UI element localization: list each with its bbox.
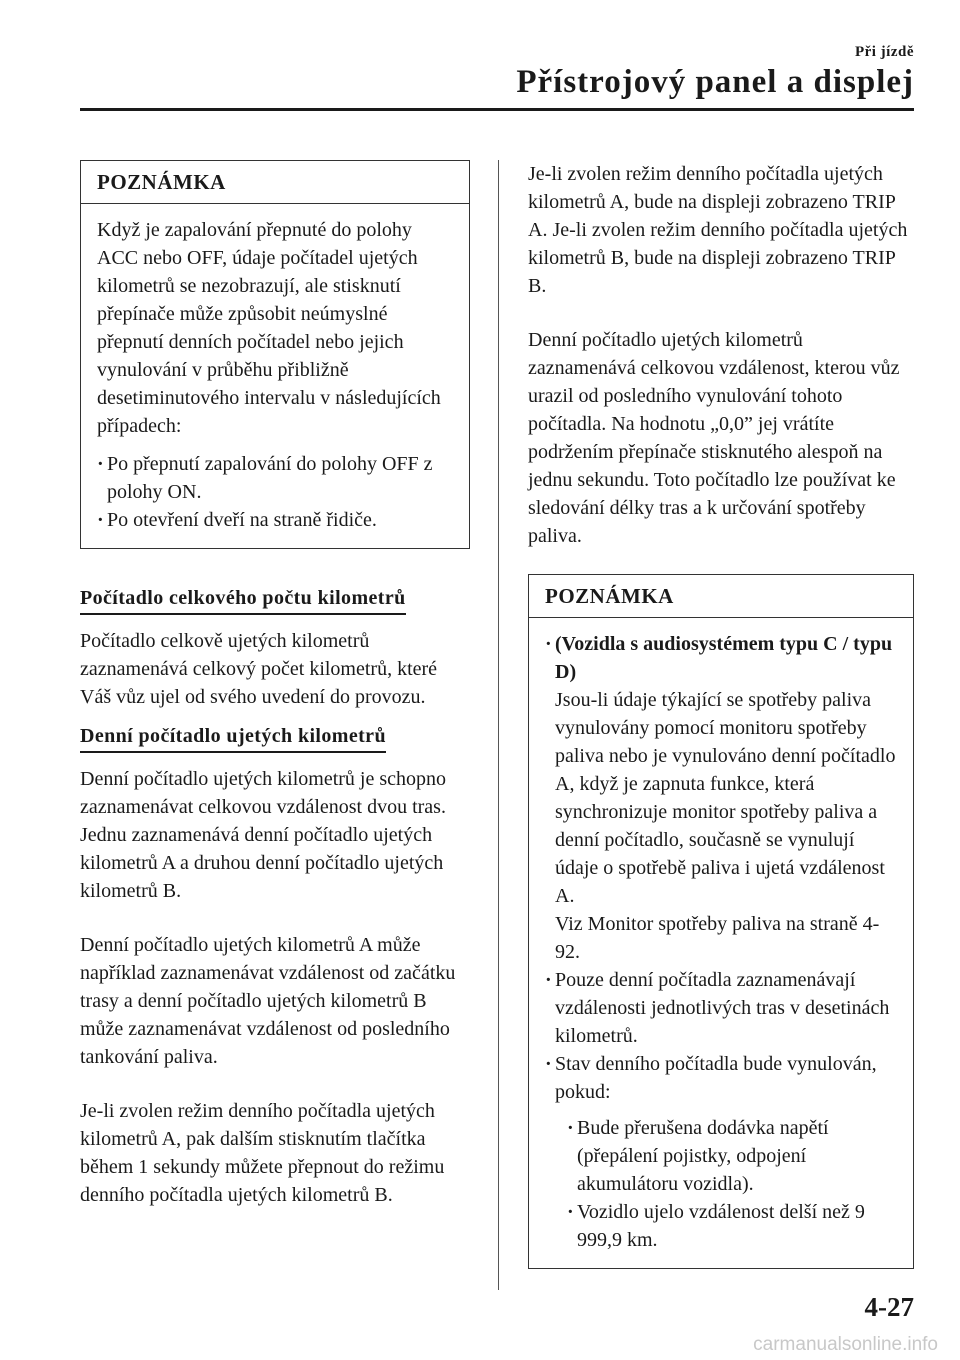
trip-paragraph-3: Je-li zvolen režim denního počítadla ujetých kilometrů A, pak dalším stisknutím tlačítka během 1 sekundy můžete přepnout do režimu denního počítadla ujetých kilometrů B. bbox=[80, 1100, 445, 1206]
bullet-dot-icon: · bbox=[545, 969, 552, 991]
note-bullet bbox=[545, 1050, 897, 1106]
right-column bbox=[528, 160, 914, 1269]
note-bullet bbox=[545, 630, 897, 966]
sub-bullet bbox=[567, 1198, 897, 1254]
note-bullet-heading: (Vozidla s audiosystémem typu C / typu D) bbox=[555, 633, 893, 683]
left-column bbox=[80, 160, 470, 1209]
note-bullet bbox=[545, 966, 897, 1050]
page-number: 4-27 bbox=[864, 1292, 914, 1322]
note-box-2 bbox=[528, 574, 914, 1269]
odometer-heading: Počítadlo celkového počtu kilometrů bbox=[80, 585, 406, 615]
note-bullet-text: Jsou-li údaje týkající se spotřeby paliva vynulovány pomocí monitoru spotřeby paliva nebo je vynulováno denní počítadlo A, když je zapnuta funkce, která synchronizuje monitor spotřeby paliva a denní počítadlo, současně se vynulují údaje o spotřebě paliva i ujetá vzdálenost A. bbox=[555, 689, 896, 907]
bullet-dot-icon: · bbox=[567, 1117, 574, 1139]
note-bullet-text: Pouze denní počítadla zaznamenávají vzdálenosti jednotlivých tras v desetinách kilometrů. bbox=[555, 969, 890, 1047]
note-paragraph: Když je zapalování přepnuté do polohy ACC nebo OFF, údaje počítadel ujetých kilometrů se nezobrazují, ale stisknutí přepínače může způsobit neúmyslné přepnutí denních počítadel nebo jejich vynulování v průběhu přibližně desetiminutového intervalu v následujících případech: bbox=[97, 219, 441, 437]
bullet-dot-icon: · bbox=[545, 633, 552, 655]
odometer-text: Počítadlo celkově ujetých kilometrů zaznamenává celkový počet kilometrů, které Váš vůz ujel od svého uvedení do provozu. bbox=[80, 630, 438, 708]
sub-bullet bbox=[567, 1114, 897, 1198]
bullet-dot-icon: · bbox=[97, 509, 104, 531]
page-title: Přístrojový panel a displej bbox=[516, 64, 914, 100]
note-title: POZNÁMKA bbox=[81, 161, 469, 204]
note-bullet bbox=[97, 506, 453, 534]
note-body bbox=[529, 618, 913, 1268]
trip-paragraph-2: Denní počítadlo ujetých kilometrů A může například zaznamenávat vzdálenost od začátku trasy a denní počítadlo ujetých kilometrů B může zaznamenávat vzdálenost od posledního tankování paliva. bbox=[80, 934, 456, 1068]
section-label: Při jízdě bbox=[854, 44, 914, 60]
trip-paragraph-1: Denní počítadlo ujetých kilometrů je schopno zaznamenávat celkovou vzdálenost dvou tras. Jednu zaznamenává denní počítadlo ujetých kilometrů A a druhou denní počítadlo ujetých kilometrů B. bbox=[80, 768, 447, 902]
note-bullet-text: Stav denního počítadla bude vynulován, pokud: bbox=[555, 1053, 877, 1103]
note-title: POZNÁMKA bbox=[529, 575, 913, 618]
note-bullet bbox=[97, 450, 453, 506]
header-rule bbox=[80, 108, 914, 111]
bullet-dot-icon: · bbox=[97, 453, 104, 475]
note-bullet-text: Po přepnutí zapalování do polohy OFF z polohy ON. bbox=[107, 453, 433, 503]
cross-reference: Viz Monitor spotřeby paliva na straně 4-92. bbox=[555, 913, 880, 963]
trip-heading: Denní počítadlo ujetých kilometrů bbox=[80, 723, 386, 753]
note-box-1 bbox=[80, 160, 470, 549]
note-body bbox=[81, 204, 469, 548]
bullet-dot-icon: · bbox=[567, 1201, 574, 1223]
bullet-dot-icon: · bbox=[545, 1053, 552, 1075]
trip-display-paragraph: Je-li zvolen režim denního počítadla ujetých kilometrů A, bude na displeji zobrazeno TRIP A. Je-li zvolen režim denního počítadla ujetých kilometrů B, bude na displeji zobrazeno TRIP B. bbox=[528, 163, 908, 297]
sub-bullet-text: Bude přerušena dodávka napětí (přepálení pojistky, odpojení akumulátoru vozidla). bbox=[577, 1117, 829, 1195]
sub-bullets bbox=[545, 1114, 897, 1254]
column-divider bbox=[498, 160, 499, 1290]
sub-bullet-text: Vozidlo ujelo vzdálenost delší než 9 999,9 km. bbox=[577, 1201, 865, 1251]
watermark: carmanualsonline.info bbox=[753, 1334, 938, 1355]
note-bullet-text: Po otevření dveří na straně řidiče. bbox=[107, 509, 377, 531]
trip-reset-paragraph: Denní počítadlo ujetých kilometrů zaznamenává celkovou vzdálenost, kterou vůz urazil od posledního vynulování tohoto počítadla. Na hodnotu „0,0” jej vrátíte podržením přepínače stisknutého alespoň na jednu sekundu. Toto počítadlo lze používat ke sledování délky tras a k určování spotřeby paliva. bbox=[528, 329, 900, 547]
